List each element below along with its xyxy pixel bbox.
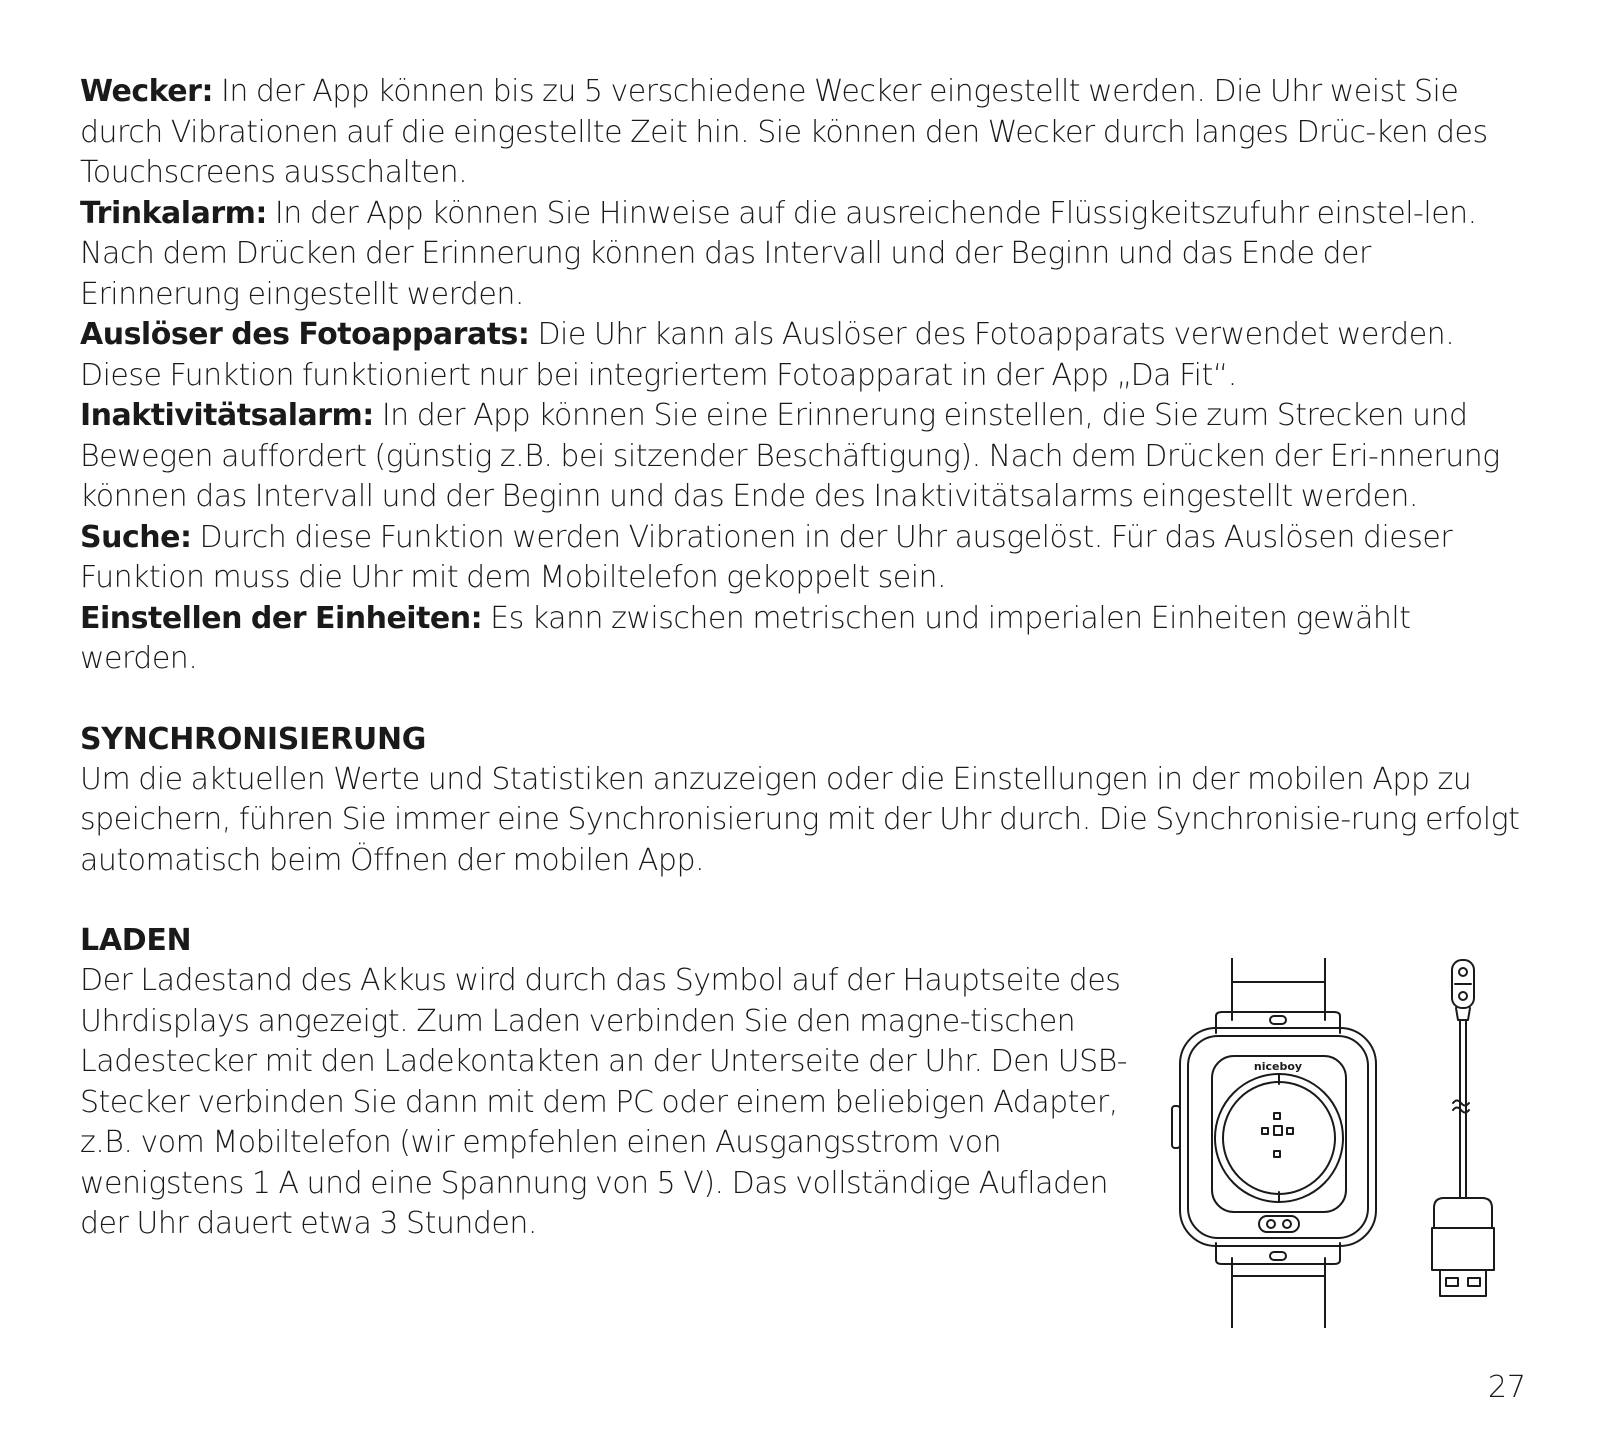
spacer xyxy=(80,680,1530,720)
feature-list xyxy=(80,72,1530,680)
paragraph-units xyxy=(80,599,1530,680)
paragraph-text: In der App können Sie Hinweise auf die ausreichende Flüssigkeitszufuhr einstel-len. Nach dem Drücken der Erinnerung können das Intervall und der Beginn und das Ende der Erinnerung eingestellt werden. xyxy=(80,195,1477,312)
section-heading: SYNCHRONISIERUNG xyxy=(80,721,427,757)
brand-logo: niceboy xyxy=(1253,1060,1303,1073)
paragraph-camera-shutter xyxy=(80,315,1530,396)
section-heading: LADEN xyxy=(80,923,192,958)
charging-illustration xyxy=(1170,958,1530,1328)
paragraph-label: Inaktivitätsalarm: xyxy=(80,398,374,433)
paragraph-text: Es kann zwischen metrischen und imperialen Einheiten gewählt werden. xyxy=(80,600,1411,676)
paragraph-alarm xyxy=(80,72,1530,194)
spacer xyxy=(80,881,1530,921)
paragraph-label: Wecker: xyxy=(80,74,213,109)
paragraph-inactivity-alarm xyxy=(80,396,1530,518)
paragraph-label: Suche: xyxy=(80,519,192,555)
paragraph-drink-alarm xyxy=(80,194,1530,316)
smartwatch-back-icon xyxy=(1172,958,1376,1328)
section-body: Der Ladestand des Akkus wird durch das Symbol auf der Hauptseite des Uhrdisplays angezeigt. Zum Laden verbinden Sie den magne-tischen Ladestecker mit den Ladekontakten an der Unterseite der Uhr. Den USB-Stecker verbinden Sie dann mit dem PC oder einem beliebigen Adapter, z.B. vom Mobiltelefon (wir empfehlen einen Ausgangsstrom von wenigstens 1 A und eine Spannung von 5 V). Das vollständige Aufladen der Uhr dauert etwa 3 Stunden. xyxy=(80,963,1128,1241)
paragraph-text: Die Uhr kann als Auslöser des Fotoapparats verwendet werden. Diese Funktion funktioniert nur bei integriertem Fotoapparat in der App „Da Fit“. xyxy=(80,317,1455,393)
paragraph-text: Durch diese Funktion werden Vibrationen in der Uhr ausgelöst. Für das Auslösen dieser Funktion muss die Uhr mit dem Mobiltelefon gekoppelt sein. xyxy=(80,519,1453,595)
section-body: Um die aktuellen Werte und Statistiken anzuzeigen oder die Einstellungen in der mobilen App zu speichern, führen Sie immer eine Synchronisierung mit der Uhr durch. Die Synchronisie-rung erfolgt automatisch beim Öffnen der mobilen App. xyxy=(80,761,1520,878)
paragraph-text: In der App können bis zu 5 verschiedene Wecker eingestellt werden. Die Uhr weist Sie durch Vibrationen auf die eingestellte Zeit hin. Sie können den Wecker durch langes Drüc-ken des Touchscreens ausschalten. xyxy=(80,74,1488,190)
page-number: 27 xyxy=(1487,1370,1526,1405)
sync-section xyxy=(80,720,1530,882)
paragraph-label: Auslöser des Fotoapparats: xyxy=(80,317,530,352)
paragraph-label: Trinkalarm: xyxy=(80,195,267,231)
paragraph-label: Einstellen der Einheiten: xyxy=(80,600,483,636)
magnetic-charging-cable-icon xyxy=(1432,960,1494,1296)
paragraph-search xyxy=(80,518,1530,599)
paragraph-text: In der App können Sie eine Erinnerung einstellen, die Sie zum Strecken und Bewegen auffordert (günstig z.B. bei sitzender Beschäftigung). Nach dem Drücken der Eri-nnerung können das Intervall und der Beginn und das Ende des Inaktivitätsalarms eingestellt werden. xyxy=(80,398,1500,514)
